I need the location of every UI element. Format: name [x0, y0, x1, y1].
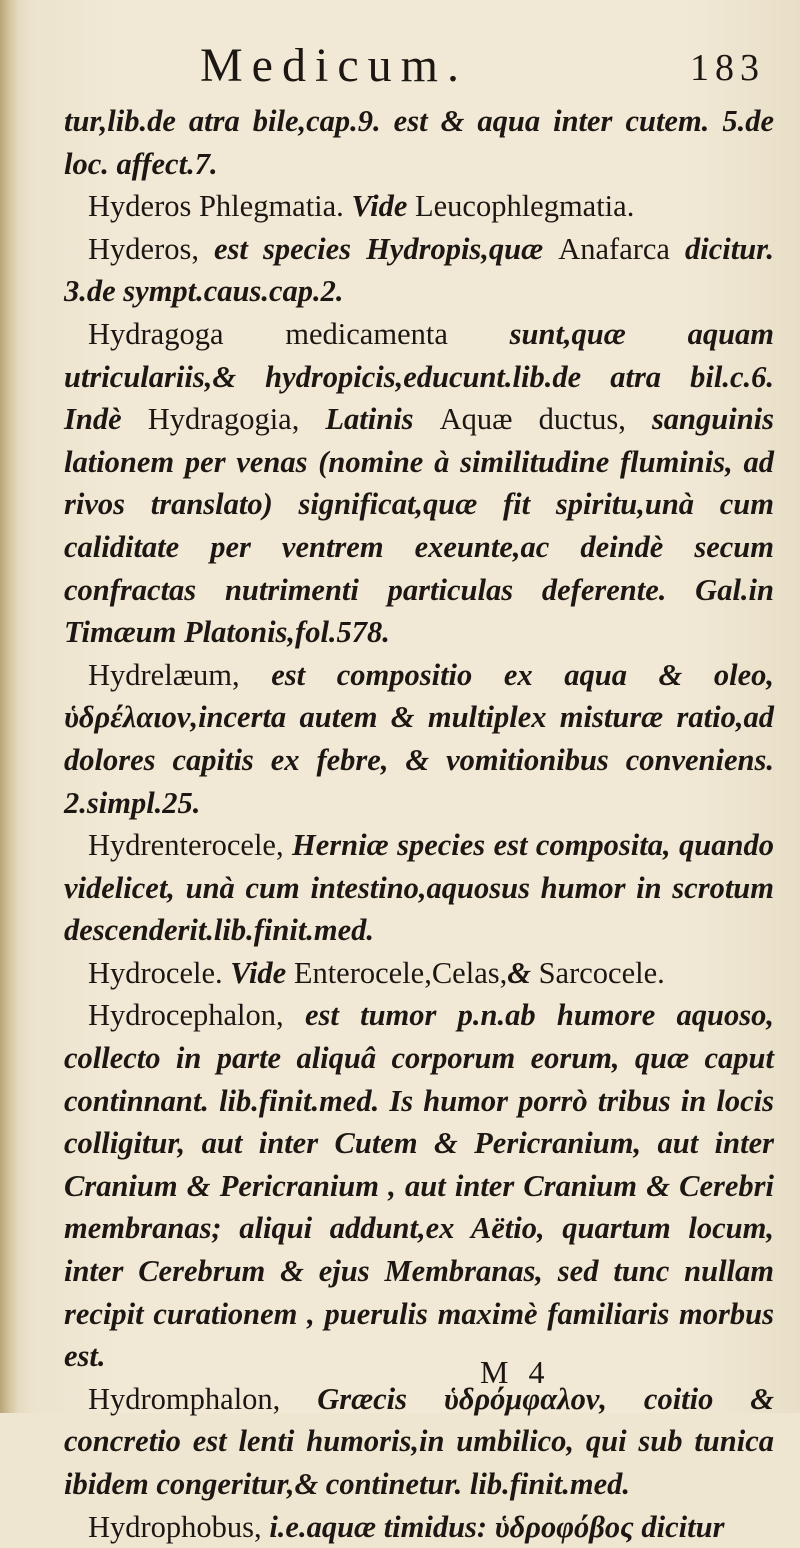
binding-gutter: [0, 0, 18, 1413]
entry-italic-text: est species Hydropis,quæ: [214, 231, 559, 266]
entry-italic-text: i.e.aquæ timidus: ὑδροφόβος dicitur: [269, 1509, 725, 1544]
entry-lemma-text: Anafarca: [558, 231, 686, 266]
entry-lemma-text: Hydrocele.: [88, 955, 231, 990]
entry-lemma-text: Hydrophobus,: [88, 1509, 270, 1544]
entry-paragraph: [64, 952, 774, 995]
entry-lemma-text: Hyderos Phlegmatia.: [88, 189, 352, 224]
entry-lemma-text: Hydrocephalon,: [88, 998, 305, 1033]
entry-italic-text: tur,lib.de atra bile,cap.9. est & aqua inter cutem. 5.de loc. affect.7.: [64, 104, 774, 181]
entry-lemma-text: Leucophlegmatia.: [414, 189, 635, 224]
entry-italic-text: Herniæ species est composita, quando videlicet, unà cum intestino,aquosus humor in scrotum descenderit.lib.finit.med.: [64, 828, 774, 948]
entry-lemma-text: Hydromphalon,: [88, 1381, 318, 1416]
entry-paragraph: [64, 824, 774, 952]
entry-lemma-text: Hydrelæum,: [88, 657, 272, 692]
entry-italic-text: Vide: [351, 189, 415, 224]
catchword: M 4: [480, 1354, 551, 1390]
entry-italic-text: Vide: [230, 955, 294, 990]
entry-lemma-text: Hyderos,: [88, 231, 215, 266]
entry-lemma-text: Enterocele,Celas,: [293, 955, 508, 990]
entry-paragraph: [64, 1506, 774, 1548]
entry-lemma-text: Aquæ ductus,: [439, 402, 652, 437]
entry-lemma-text: Hydragoga medicamenta: [88, 316, 510, 351]
dictionary-text: [64, 100, 774, 1548]
entry-italic-text: Græcis ὑδρόμφαλον, coitio & concretio est lenti humoris,in umbilico, qui sub tunica ibidem congeritur,& continetur. lib.finit.med.: [64, 1381, 774, 1501]
entry-lemma-text: Hydragogia,: [147, 402, 326, 437]
entry-paragraph: [64, 313, 774, 654]
entry-paragraph: [64, 185, 774, 228]
page-number: 183: [690, 47, 765, 89]
running-title: Medicum.: [200, 39, 468, 92]
entry-paragraph: [64, 1378, 774, 1506]
entry-italic-text: sunt,quæ aquam utriculariis,& hydropicis,educunt.lib.de atra bil.c.6. Indè: [64, 316, 775, 437]
entry-lemma-text: Hydrenterocele,: [88, 828, 293, 863]
entry-italic-text: dicitur. 3.de sympt.caus.cap.2.: [64, 231, 774, 309]
entry-lemma-text: Sarcocele.: [538, 955, 665, 990]
entry-paragraph: [64, 654, 774, 824]
entry-italic-text: est compositio ex aqua & oleo, ὑδρέλαιον,incerta autem & multiplex misturæ ratio,ad dolores capitis ex febre, & vomitionibus conveniens. 2.simpl.25.: [64, 657, 774, 820]
entry-italic-text: est tumor p.n.ab humore aquoso, collecto in parte aliquâ corporum eorum, quæ caput continnant. lib.finit.med. Is humor porrò tribus in locis colligitur, aut inter Cutem & Pericranium, aut inter Cranium & Pericranium , aut inter Cranium & Cerebri membranas; aliqui addunt,ex Aëtio, quartum locum, inter Cerebrum & ejus Membranas, sed tunc nullam recipit curationem , puerulis maximè familiaris morbus est.: [64, 998, 774, 1374]
entry-paragraph: [64, 100, 774, 185]
entry-italic-text: sanguinis lationem per venas (nomine à similitudine fluminis, ad rivos translato) significat,quæ fit spiritu,unà cum caliditate per ventrem exeunte,ac deindè secum confractas nutrimenti particulas deferente. Gal.in Timæum Platonis,fol.578.: [64, 402, 775, 650]
entry-paragraph: [64, 228, 774, 313]
entry-italic-text: &: [507, 955, 539, 990]
entry-italic-text: Latinis: [325, 402, 440, 437]
entry-paragraph: [64, 994, 774, 1377]
page-header: [0, 38, 800, 98]
